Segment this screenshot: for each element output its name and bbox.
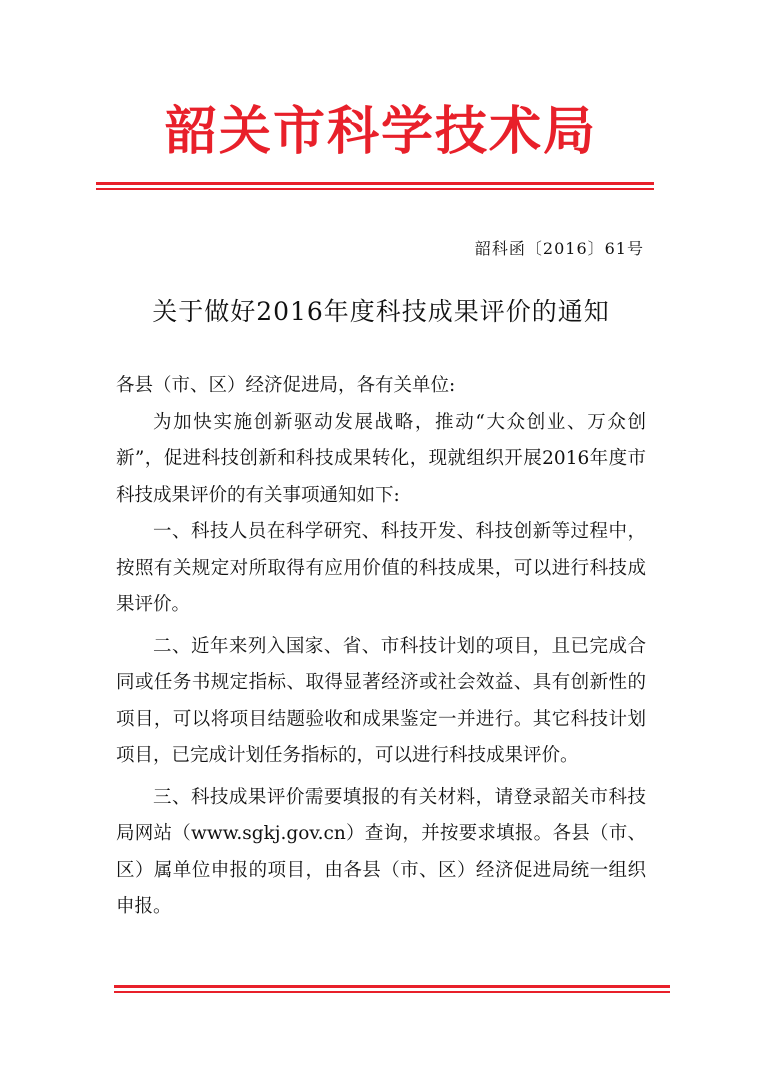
letterhead-rule-thick (96, 182, 654, 185)
paragraph-item-3: 三、科技成果评价需要填报的有关材料，请登录韶关市科技局网站（www.sgkj.gov.cn）查询，并按要求填报。各县（市、区）属单位申报的项目，由各县（市、区）经济促进局统一组织申报。 (116, 786, 646, 917)
letterhead-rule-thin (96, 188, 654, 190)
salutation: 各县（市、区）经济促进局，各有关单位: (116, 375, 456, 396)
document-title: 关于做好2016年度科技成果评价的通知 (152, 297, 610, 326)
footer-rule-thin (114, 991, 670, 993)
document-body (116, 368, 646, 926)
footer-rule-thick (114, 985, 670, 988)
letterhead-organization: 韶关市科学技术局 (164, 101, 597, 162)
document-number: 韶科函〔2016〕61号 (474, 239, 644, 258)
paragraph-item-2: 二、近年来列入国家、省、市科技计划的项目，且已完成合同或任务书规定指标、取得显著经济或社会效益、具有创新性的项目，可以将项目结题验收和成果鉴定一并进行。其它科技计划项目，已完成计划任务指标的，可以进行科技成果评价。 (116, 635, 646, 766)
paragraph-intro: 为加快实施创新驱动发展战略，推动“大众创业、万众创新”，促进科技创新和科技成果转化，现就组织开展2016年度市科技成果评价的有关事项通知如下: (116, 411, 646, 506)
paragraph-item-1: 一、科技人员在科学研究、科技开发、科技创新等过程中，按照有关规定对所取得有应用价值的科技成果，可以进行科技成果评价。 (116, 521, 646, 615)
